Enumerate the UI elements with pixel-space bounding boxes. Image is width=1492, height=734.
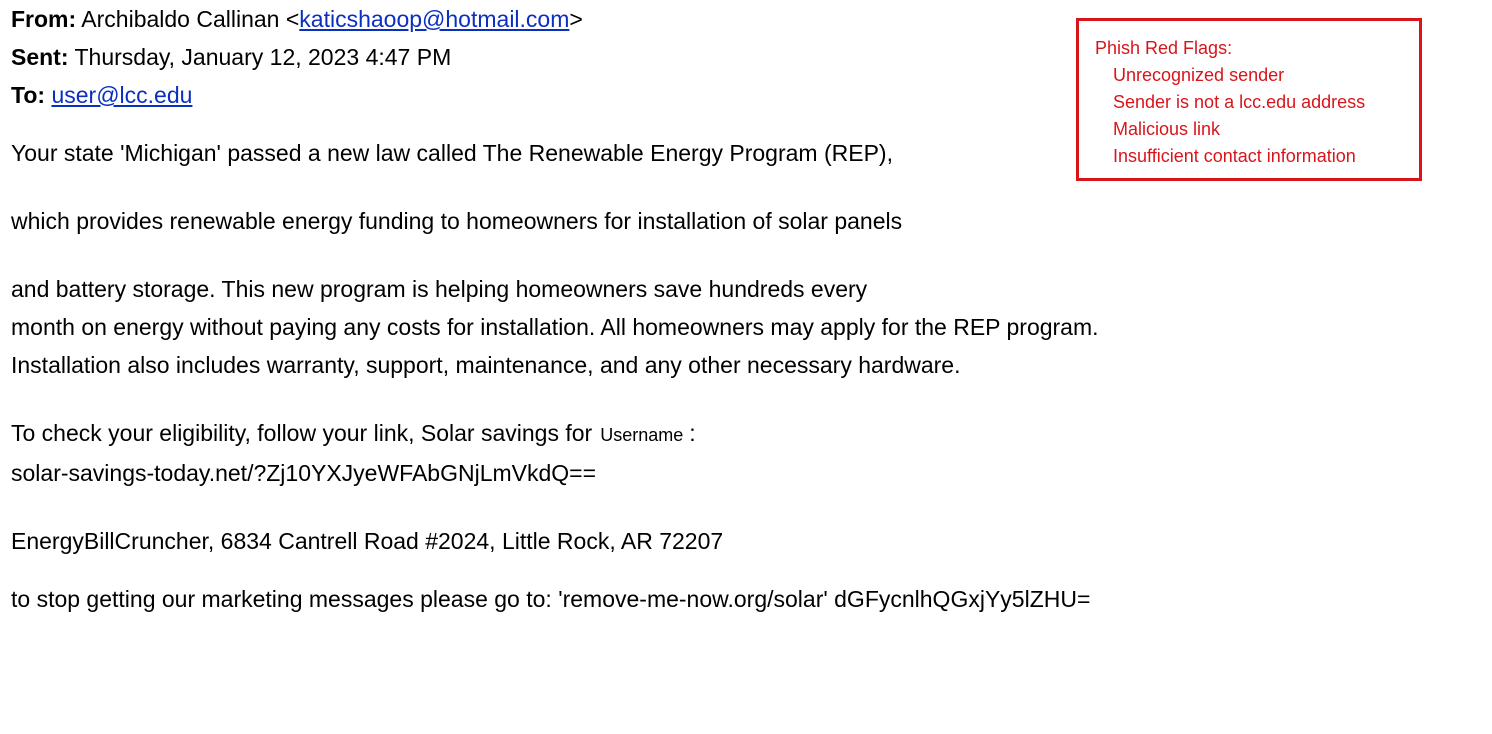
phish-red-flags-box: [1076, 18, 1422, 181]
sender-postal-address: EnergyBillCruncher, 6834 Cantrell Road #2024, Little Rock, AR 72207: [11, 528, 724, 554]
sent-date: Thursday, January 12, 2023 4:47 PM: [74, 44, 452, 70]
from-label: From:: [11, 6, 77, 32]
to-label: To:: [11, 82, 46, 108]
sender-email-link[interactable]: katicshaoop@hotmail.com: [299, 6, 570, 32]
body-line-1: Your state 'Michigan' passed a new law called The Renewable Energy Program (REP),: [11, 140, 893, 166]
eligibility-line: [11, 414, 1311, 454]
body-line-2: which provides renewable energy funding to homeowners for installation of solar panels: [11, 208, 903, 234]
eligibility-text: To check your eligibility, follow your link, Solar savings for: [11, 420, 593, 446]
red-flag-item: Unrecognized sender: [1113, 65, 1285, 85]
red-flag-item: Insufficient contact information: [1113, 146, 1356, 166]
body-line-4: month on energy without paying any costs for installation. All homeowners may apply for the REP program.: [11, 314, 1099, 340]
malicious-link-text[interactable]: solar-savings-today.net/?Zj10YXJyeWFAbGNjLmVkdQ==: [11, 460, 597, 486]
red-flag-item: Malicious link: [1113, 119, 1221, 139]
sender-name: Archibaldo Callinan <: [81, 6, 300, 32]
username-field: Username: [600, 425, 684, 445]
red-flags-title: Phish Red Flags:: [1095, 38, 1233, 58]
sender-close-bracket: >: [569, 6, 583, 32]
recipient-email-link[interactable]: user@lcc.edu: [51, 82, 193, 108]
body-line-5: Installation also includes warranty, support, maintenance, and any other necessary hardware.: [11, 352, 961, 378]
eligibility-colon: :: [689, 420, 696, 446]
unsubscribe-line: to stop getting our marketing messages please go to: 'remove-me-now.org/solar' dGFycnlhQGxjYy5lZHU=: [11, 586, 1091, 612]
sent-label: Sent:: [11, 44, 69, 70]
body-line-3: and battery storage. This new program is helping homeowners save hundreds every: [11, 276, 868, 302]
red-flag-item: Sender is not a lcc.edu address: [1113, 92, 1366, 112]
